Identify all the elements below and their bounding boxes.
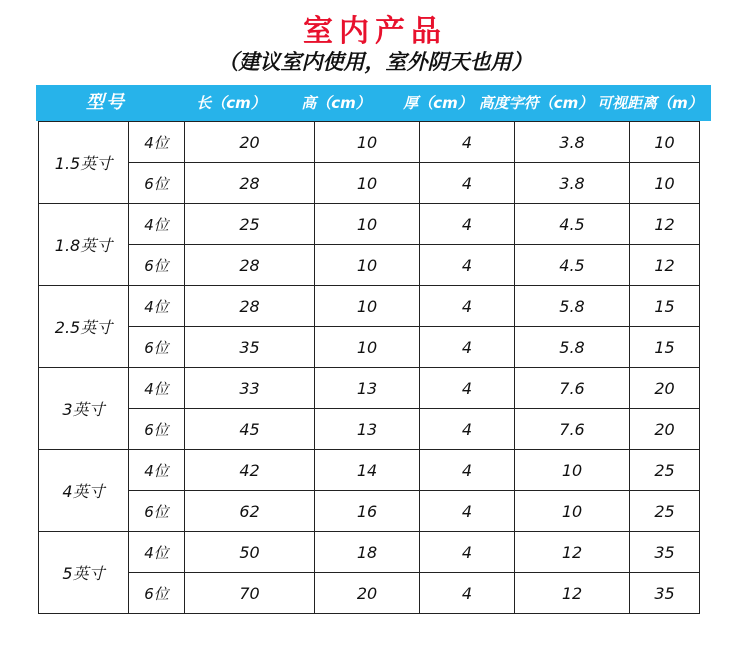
table-row: [39, 163, 700, 204]
digits-cell: 4位: [129, 122, 185, 163]
thickness-cell: 4: [420, 204, 515, 245]
height-cell: 10: [315, 245, 420, 286]
view-distance-cell: 20: [630, 409, 700, 450]
model-cell: 2.5英寸: [39, 286, 129, 368]
table-row: [39, 245, 700, 286]
height-cell: 10: [315, 163, 420, 204]
char-height-cell: 7.6: [515, 409, 630, 450]
length-cell: 33: [185, 368, 315, 409]
height-cell: 13: [315, 409, 420, 450]
digits-cell: 6位: [129, 163, 185, 204]
digits-cell: 6位: [129, 573, 185, 614]
header-length: 长（cm）: [196, 94, 266, 112]
char-height-cell: 3.8: [515, 122, 630, 163]
char-height-cell: 12: [515, 532, 630, 573]
spec-table: [38, 121, 700, 614]
table-row: [39, 368, 700, 409]
digits-cell: 4位: [129, 204, 185, 245]
thickness-cell: 4: [420, 286, 515, 327]
model-cell: 1.8英寸: [39, 204, 129, 286]
header-thickness: 厚（cm）: [403, 94, 473, 112]
thickness-cell: 4: [420, 163, 515, 204]
height-cell: 10: [315, 286, 420, 327]
header-model: 型号: [86, 92, 126, 113]
header-view-distance: 可视距离（m）: [597, 94, 703, 112]
char-height-cell: 10: [515, 450, 630, 491]
length-cell: 70: [185, 573, 315, 614]
char-height-cell: 10: [515, 491, 630, 532]
length-cell: 62: [185, 491, 315, 532]
table-row: [39, 573, 700, 614]
digits-cell: 6位: [129, 409, 185, 450]
height-cell: 20: [315, 573, 420, 614]
view-distance-cell: 25: [630, 450, 700, 491]
view-distance-cell: 35: [630, 573, 700, 614]
char-height-cell: 3.8: [515, 163, 630, 204]
header-height: 高（cm）: [301, 94, 371, 112]
model-cell: 3英寸: [39, 368, 129, 450]
page-subtitle: （建议室内使用，室外阴天也用）: [217, 50, 533, 74]
view-distance-cell: 10: [630, 163, 700, 204]
digits-cell: 6位: [129, 245, 185, 286]
height-cell: 10: [315, 204, 420, 245]
thickness-cell: 4: [420, 532, 515, 573]
length-cell: 45: [185, 409, 315, 450]
char-height-cell: 7.6: [515, 368, 630, 409]
view-distance-cell: 35: [630, 532, 700, 573]
model-cell: 1.5英寸: [39, 122, 129, 204]
height-cell: 14: [315, 450, 420, 491]
thickness-cell: 4: [420, 368, 515, 409]
digits-cell: 4位: [129, 286, 185, 327]
height-cell: 13: [315, 368, 420, 409]
digits-cell: 6位: [129, 491, 185, 532]
thickness-cell: 4: [420, 450, 515, 491]
char-height-cell: 12: [515, 573, 630, 614]
thickness-cell: 4: [420, 327, 515, 368]
length-cell: 35: [185, 327, 315, 368]
table-row: [39, 450, 700, 491]
length-cell: 28: [185, 245, 315, 286]
length-cell: 20: [185, 122, 315, 163]
view-distance-cell: 15: [630, 327, 700, 368]
length-cell: 50: [185, 532, 315, 573]
table-row: [39, 409, 700, 450]
char-height-cell: 5.8: [515, 327, 630, 368]
digits-cell: 4位: [129, 368, 185, 409]
table-row: [39, 327, 700, 368]
table-header: [36, 85, 711, 121]
char-height-cell: 4.5: [515, 245, 630, 286]
thickness-cell: 4: [420, 573, 515, 614]
height-cell: 10: [315, 122, 420, 163]
thickness-cell: 4: [420, 409, 515, 450]
view-distance-cell: 10: [630, 122, 700, 163]
digits-cell: 6位: [129, 327, 185, 368]
height-cell: 10: [315, 327, 420, 368]
table-row: [39, 532, 700, 573]
height-cell: 18: [315, 532, 420, 573]
length-cell: 25: [185, 204, 315, 245]
table-row: [39, 286, 700, 327]
header-char-height: 高度字符（cm）: [478, 94, 594, 112]
length-cell: 28: [185, 163, 315, 204]
length-cell: 42: [185, 450, 315, 491]
thickness-cell: 4: [420, 245, 515, 286]
thickness-cell: 4: [420, 122, 515, 163]
model-cell: 4英寸: [39, 450, 129, 532]
view-distance-cell: 20: [630, 368, 700, 409]
table-row: [39, 491, 700, 532]
digits-cell: 4位: [129, 450, 185, 491]
view-distance-cell: 25: [630, 491, 700, 532]
thickness-cell: 4: [420, 491, 515, 532]
length-cell: 28: [185, 286, 315, 327]
table-row: [39, 204, 700, 245]
height-cell: 16: [315, 491, 420, 532]
char-height-cell: 4.5: [515, 204, 630, 245]
view-distance-cell: 15: [630, 286, 700, 327]
model-cell: 5英寸: [39, 532, 129, 614]
char-height-cell: 5.8: [515, 286, 630, 327]
table-row: [39, 122, 700, 163]
view-distance-cell: 12: [630, 245, 700, 286]
page-title: 室内产品: [303, 14, 447, 49]
view-distance-cell: 12: [630, 204, 700, 245]
digits-cell: 4位: [129, 532, 185, 573]
